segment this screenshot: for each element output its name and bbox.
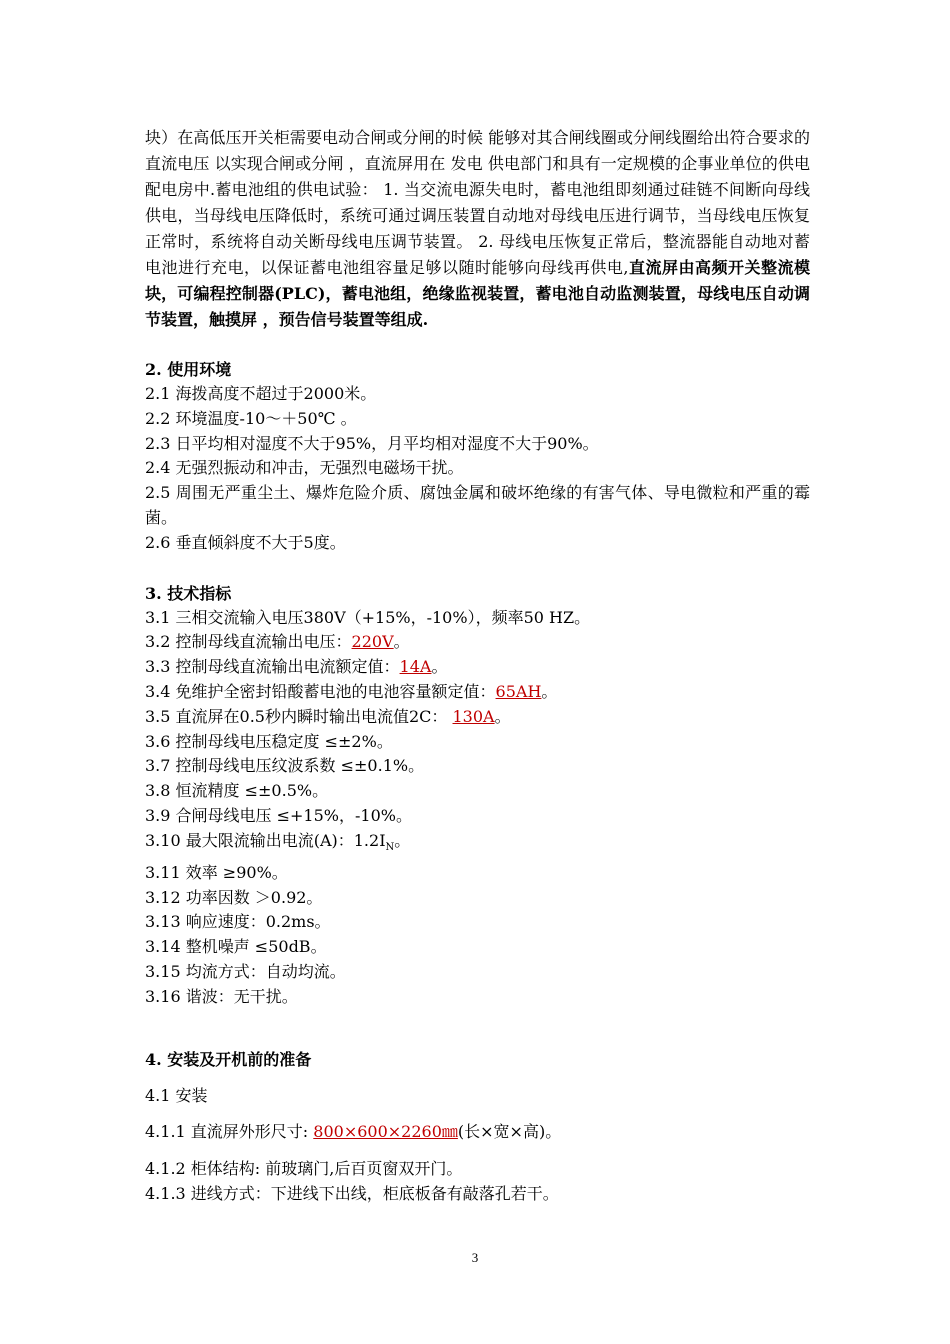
highlight-value: 14A: [399, 657, 432, 677]
list-item: 2.5 周围无严重尘土、爆炸危险介质、腐蚀金属和破坏绝缘的有害气体、导电微粒和严重的霉菌。: [145, 483, 810, 527]
list-item: 2.3 日平均相对湿度不大于95%，月平均相对湿度不大于90%。: [145, 433, 599, 453]
list-item: 2.2 环境温度-10～＋50℃ 。: [145, 408, 357, 428]
item-suffix: (长×宽×高)。: [457, 1122, 562, 1142]
list-item: 3.14 整机噪声 ≤50dB。: [145, 937, 327, 957]
list-item: 3.15 均流方式：自动均流。: [145, 961, 346, 981]
item-suffix: 。: [394, 830, 411, 850]
page-number: 3: [471, 1250, 479, 1265]
list-item: [145, 680, 810, 705]
list-item: [145, 655, 810, 680]
list-item: 3.13 响应速度：0.2ms。: [145, 912, 331, 932]
list-item: 4.1.2 柜体结构: 前玻璃门,后百页窗双开门。: [145, 1159, 463, 1179]
subsection-heading: 4.1 安装: [145, 1085, 208, 1105]
highlight-value: 130A: [452, 706, 495, 726]
list-item: 3.11 效率 ≥90%。: [145, 862, 288, 882]
list-item: 3.8 恒流精度 ≤±0.5%。: [145, 781, 329, 801]
list-item: 3.9 合闸母线电压 ≤+15%，-10%。: [145, 805, 412, 825]
list-item: 2.6 垂直倾斜度不大于5度。: [145, 532, 346, 552]
intro-paragraph: [145, 125, 810, 333]
section-2-heading: 2. 使用环境: [145, 360, 232, 379]
section-4-heading: 4. 安装及开机前的准备: [145, 1049, 312, 1069]
item-suffix: 。: [393, 632, 410, 652]
section-3-heading: 3. 技术指标: [145, 583, 232, 603]
list-item: 2.1 海拨高度不超过于2000米。: [145, 384, 377, 403]
section-2-list: [145, 382, 810, 556]
list-item: 3.6 控制母线电压稳定度 ≤±2%。: [145, 731, 393, 751]
highlight-value: 65AH: [495, 681, 542, 701]
item-suffix: 。: [431, 657, 448, 677]
subscript: N: [385, 841, 395, 853]
item-label: 3.4 免维护全密封铅酸蓄电池的电池容量额定值：: [145, 681, 496, 701]
item-label: 3.5 直流屏在0.5秒内瞬时输出电流值2C：: [145, 706, 453, 726]
item-suffix: 。: [494, 706, 511, 726]
item-label: 3.3 控制母线直流输出电流额定值：: [145, 657, 400, 677]
list-item: 3.7 控制母线电压纹波系数 ≤±0.1%。: [145, 756, 425, 776]
list-item: [145, 705, 810, 730]
list-item: 2.4 无强烈振动和冲击，无强烈电磁场干扰。: [145, 458, 464, 478]
item-label: 4.1.1 直流屏外形尺寸:: [145, 1122, 314, 1142]
list-item: 4.1.3 进线方式：下进线下出线，柜底板备有敲落孔若干。: [145, 1183, 559, 1203]
intro-text: 块）在高低压开关柜需要电动合闸或分闸的时候 能够对其合闸线圈或分闸线圈给出符合要求的直流电压 以实现合闸或分闸 ，直流屏用在 发电 供电部门和具有一定规模的企事业单位的供电 配电房中.蓄电池组的供电试验： 1. 当交流电源失电时，蓄电池组即刻通过硅链不间断向母线供电，当母线电压降低时，系统可通过调压装置自动地对母线电压进行调节，当母线电压恢复正常时，系统将自动关断母线电压调节装置。 2. 母线电压恢复正常后，整流器能自动地对蓄电池进行充电，以保证蓄电池组容量足够以随时能够向母线再供电,: [145, 128, 810, 277]
intro-bold-text: 直流屏由高频开关整流模块，可编程控制器(PLC)，蓄电池组，绝缘监视装置，蓄电池自动监测装置，母线电压自动调节装置，触摸屏 ，预告信号装置等组成.: [145, 258, 810, 329]
list-item: [145, 1120, 810, 1145]
list-item: 3.16 谐波：无干扰。: [145, 986, 298, 1006]
document-page: [145, 125, 810, 1207]
list-item: 3.1 三相交流输入电压380V（+15%，-10%），频率50 HZ。: [145, 607, 591, 627]
list-item: [145, 829, 810, 861]
list-item: 3.12 功率因数 ＞0.92。: [145, 887, 323, 907]
item-label: 3.10 最大限流输出电流(A)：1.2I: [145, 830, 386, 850]
list-item: [145, 630, 810, 655]
highlight-value: 800×600×2260㎜: [313, 1122, 458, 1142]
item-suffix: 。: [541, 681, 558, 701]
item-label: 3.2 控制母线直流输出电压：: [145, 632, 352, 652]
section-3-list: [145, 606, 810, 1010]
highlight-value: 220V: [351, 632, 394, 652]
